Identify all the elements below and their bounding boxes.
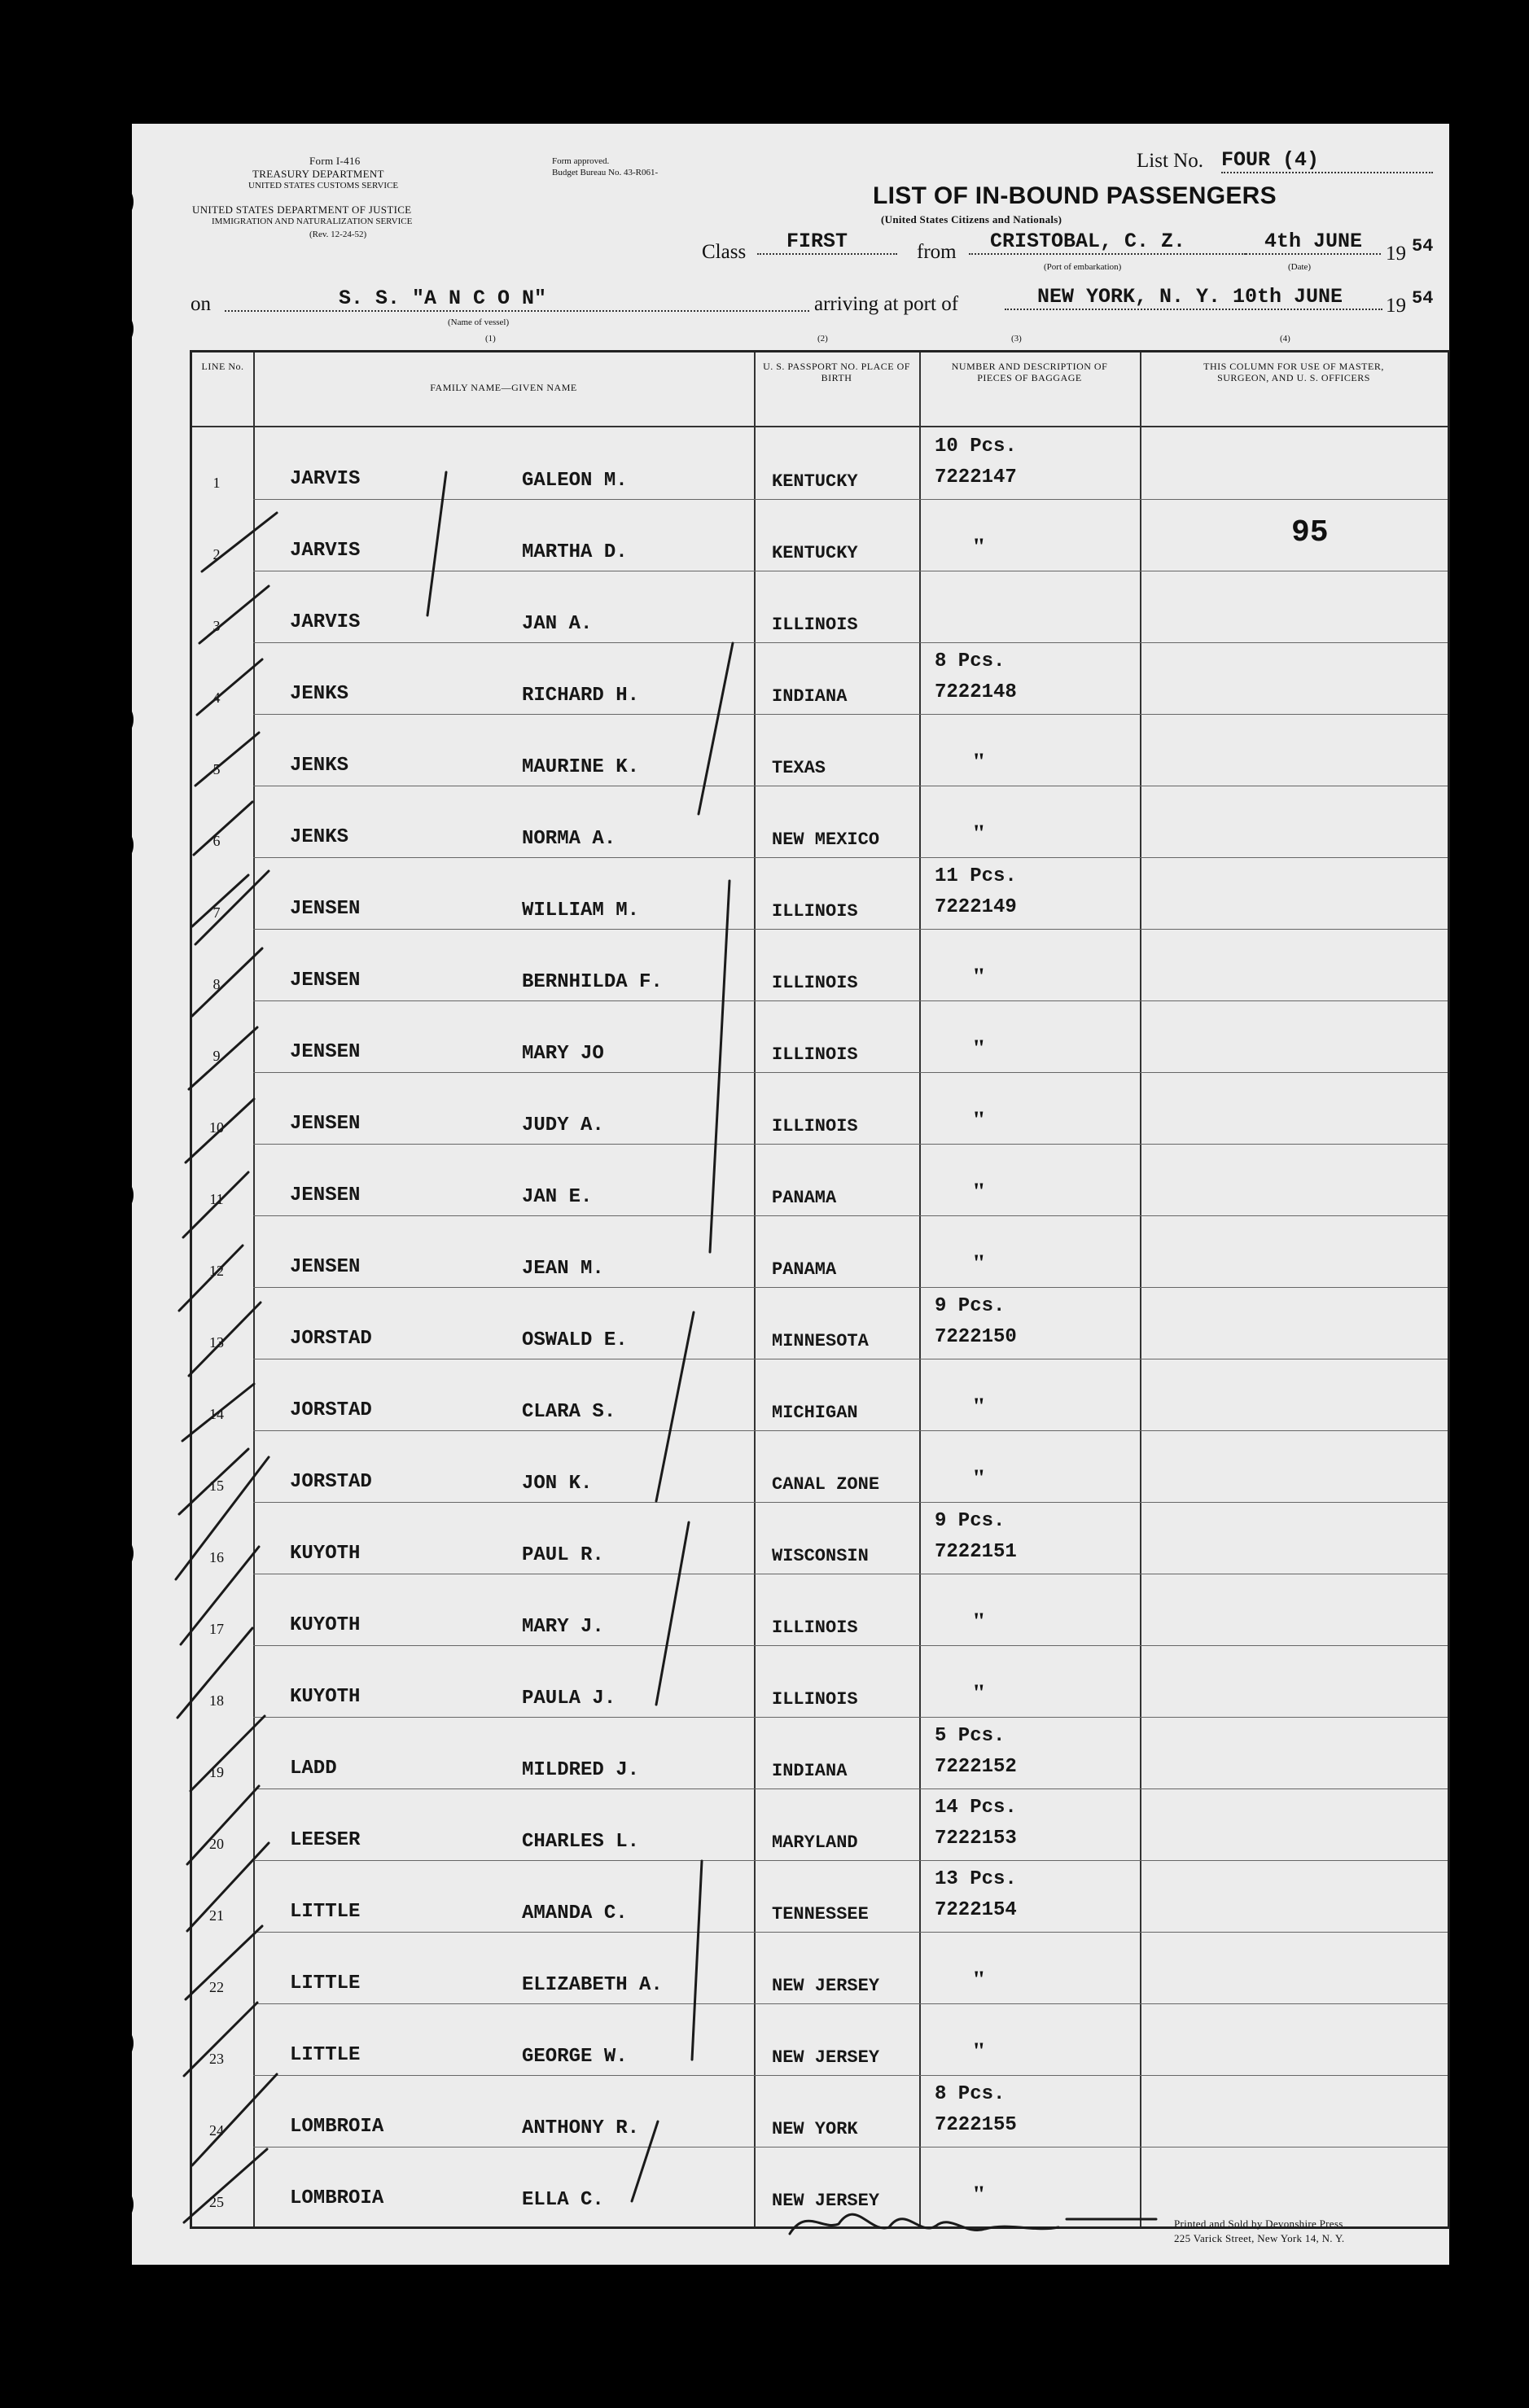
baggage-pieces: 8 Pcs. <box>935 650 1005 672</box>
line-number: 8 <box>212 976 221 992</box>
embarkation-date-value: 4th JUNE <box>1246 230 1381 255</box>
given-name: MARY J. <box>522 1616 604 1638</box>
line-number: 2 <box>212 546 221 563</box>
family-name: JARVIS <box>290 468 361 490</box>
place-of-birth: ILLINOIS <box>772 1116 858 1136</box>
line-number: 25 <box>209 2194 224 2210</box>
baggage-number: 7222155 <box>935 2114 1017 2136</box>
line-number: 18 <box>209 1692 224 1709</box>
line-number: 20 <box>209 1836 224 1852</box>
baggage-number: 7222147 <box>935 466 1017 488</box>
column-header-officers: THIS COLUMN FOR USE OF MASTER, SURGEON, AND U. S. OFFICERS <box>1203 361 1384 383</box>
line-number: 21 <box>209 1907 224 1924</box>
baggage-number: 7222152 <box>935 1756 1017 1778</box>
row-divider <box>253 1788 1448 1789</box>
printer-line-2: 225 Varick Street, New York 14, N. Y. <box>1174 2232 1345 2244</box>
given-name: RICHARD H. <box>522 685 640 707</box>
given-name: MARY JO <box>522 1043 604 1065</box>
given-name: ANTHONY R. <box>522 2117 640 2139</box>
form-id: Form I-416 <box>309 155 361 167</box>
given-name: CLARA S. <box>522 1401 616 1423</box>
family-name: LEESER <box>290 1829 361 1851</box>
column-number-1: (1) <box>485 334 496 344</box>
place-of-birth: MICHIGAN <box>772 1403 858 1423</box>
page-number: 95 <box>1291 515 1329 550</box>
vessel-caption: (Name of vessel) <box>448 317 510 327</box>
ditto-mark: " <box>972 1465 986 1491</box>
place-of-birth: ILLINOIS <box>772 1689 858 1710</box>
list-no-label: List No. <box>1137 150 1203 172</box>
line-number: 13 <box>209 1334 224 1351</box>
baggage-pieces: 13 Pcs. <box>935 1868 1017 1890</box>
arrival-year-prefix: 19 <box>1386 295 1406 317</box>
baggage-pieces: 10 Pcs. <box>935 436 1017 458</box>
row-divider <box>253 1000 1448 1001</box>
embarkation-caption: (Port of embarkation) <box>1044 262 1122 272</box>
embarkation-port-value: CRISTOBAL, C. Z. <box>969 230 1246 255</box>
row-divider <box>253 1717 1448 1718</box>
family-name: JARVIS <box>290 540 361 562</box>
line-number: 15 <box>209 1478 224 1494</box>
line-number: 10 <box>209 1119 224 1136</box>
row-divider <box>253 2075 1448 2076</box>
row-divider <box>253 2003 1448 2004</box>
family-name: KUYOTH <box>290 1614 361 1636</box>
ditto-mark: " <box>972 1608 986 1635</box>
baggage-pieces: 8 Pcs. <box>935 2083 1005 2105</box>
family-name: JORSTAD <box>290 1328 372 1350</box>
line-number: 6 <box>212 833 221 849</box>
ditto-mark: " <box>972 748 986 775</box>
given-name: JEAN M. <box>522 1258 604 1280</box>
form-title: LIST OF IN-BOUND PASSENGERS <box>873 182 1277 209</box>
line-number: 12 <box>209 1263 224 1279</box>
row-divider <box>253 714 1448 715</box>
family-name: LADD <box>290 1758 337 1780</box>
column-header-name: FAMILY NAME—GIVEN NAME <box>430 382 577 393</box>
line-number: 23 <box>209 2051 224 2067</box>
place-of-birth: INDIANA <box>772 1761 848 1781</box>
arrival-year-value: 54 <box>1412 288 1434 309</box>
column-number-2: (2) <box>817 334 828 344</box>
form-approved: Form approved. <box>552 156 610 166</box>
ditto-mark: " <box>972 1106 986 1133</box>
family-name: LITTLE <box>290 1972 361 1994</box>
date-caption: (Date) <box>1288 262 1312 272</box>
given-name: BERNHILDA F. <box>522 971 663 993</box>
year-value: 54 <box>1412 236 1434 256</box>
family-name: JENKS <box>290 683 349 705</box>
form-revision: (Rev. 12-24-52) <box>309 230 367 239</box>
place-of-birth: KENTUCKY <box>772 543 858 563</box>
line-number: 19 <box>209 1764 224 1780</box>
place-of-birth: TENNESSEE <box>772 1904 869 1924</box>
column-header-passport: U. S. PASSPORT NO. PLACE OF BIRTH <box>763 361 910 383</box>
place-of-birth: NEW JERSEY <box>772 2047 880 2068</box>
family-name: LOMBROIA <box>290 2116 384 2138</box>
passenger-table <box>190 350 1450 2229</box>
binder-hole <box>91 698 134 741</box>
family-name: JENSEN <box>290 898 361 920</box>
dept-immigration: IMMIGRATION AND NATURALIZATION SERVICE <box>212 217 413 226</box>
given-name: ELLA C. <box>522 2189 604 2211</box>
ditto-mark: " <box>972 1250 986 1276</box>
given-name: MARTHA D. <box>522 541 628 563</box>
place-of-birth: ILLINOIS <box>772 901 858 922</box>
place-of-birth: WISCONSIN <box>772 1546 869 1566</box>
line-number: 4 <box>212 690 221 706</box>
class-value: FIRST <box>757 230 897 255</box>
family-name: JENSEN <box>290 970 361 992</box>
line-number: 7 <box>212 904 221 921</box>
baggage-number: 7222151 <box>935 1541 1017 1563</box>
given-name: OSWALD E. <box>522 1329 628 1351</box>
given-name: PAUL R. <box>522 1544 604 1566</box>
family-name: JORSTAD <box>290 1471 372 1493</box>
given-name: AMANDA C. <box>522 1902 628 1924</box>
ditto-mark: " <box>972 1393 986 1420</box>
family-name: JARVIS <box>290 611 361 633</box>
list-no-value: FOUR (4) <box>1221 148 1433 173</box>
line-number: 14 <box>209 1406 224 1422</box>
ditto-mark: " <box>972 1035 986 1062</box>
family-name: JENKS <box>290 826 349 848</box>
place-of-birth: PANAMA <box>772 1188 837 1208</box>
row-divider <box>253 499 1448 500</box>
given-name: MAURINE K. <box>522 756 640 778</box>
place-of-birth: PANAMA <box>772 1259 837 1280</box>
row-divider <box>253 1645 1448 1646</box>
on-label: on <box>191 293 211 315</box>
vessel-name-value: S. S. "A N C O N" <box>225 287 809 312</box>
ditto-mark: " <box>972 2181 986 2208</box>
family-name: KUYOTH <box>290 1686 361 1708</box>
given-name: WILLIAM M. <box>522 900 640 922</box>
baggage-pieces: 9 Pcs. <box>935 1510 1005 1532</box>
baggage-number: 7222154 <box>935 1899 1017 1921</box>
signature <box>871 2222 876 2223</box>
row-divider <box>253 1430 1448 1431</box>
binder-hole <box>91 824 134 866</box>
place-of-birth: ILLINOIS <box>772 1618 858 1638</box>
given-name: GEORGE W. <box>522 2046 628 2068</box>
given-name: ELIZABETH A. <box>522 1974 663 1996</box>
ditto-mark: " <box>972 2038 986 2064</box>
family-name: JENSEN <box>290 1256 361 1278</box>
binder-hole <box>91 1532 134 1574</box>
family-name: LITTLE <box>290 2044 361 2066</box>
given-name: JON K. <box>522 1473 593 1495</box>
place-of-birth: NEW JERSEY <box>772 1976 880 1996</box>
form-subtitle: (United States Citizens and Nationals) <box>881 213 1062 225</box>
baggage-pieces: 11 Pcs. <box>935 865 1017 887</box>
baggage-number: 7222150 <box>935 1326 1017 1348</box>
family-name: JENSEN <box>290 1041 361 1063</box>
row-divider <box>253 1287 1448 1288</box>
row-divider <box>253 1144 1448 1145</box>
binder-hole <box>91 2022 134 2064</box>
column-number-4: (4) <box>1280 334 1290 344</box>
place-of-birth: NEW JERSEY <box>772 2191 880 2211</box>
place-of-birth: ILLINOIS <box>772 1044 858 1065</box>
baggage-pieces: 9 Pcs. <box>935 1295 1005 1317</box>
baggage-number: 7222149 <box>935 896 1017 918</box>
place-of-birth: MARYLAND <box>772 1832 858 1853</box>
row-divider <box>253 1215 1448 1216</box>
binder-hole <box>91 181 134 223</box>
place-of-birth: CANAL ZONE <box>772 1474 880 1495</box>
arriving-label: arriving at port of <box>814 293 959 315</box>
column-header-baggage: NUMBER AND DESCRIPTION OF PIECES OF BAGGAGE <box>951 361 1108 383</box>
ditto-mark: " <box>972 1679 986 1706</box>
given-name: CHARLES L. <box>522 1831 640 1853</box>
ditto-mark: " <box>972 1178 986 1205</box>
family-name: JENSEN <box>290 1184 361 1206</box>
place-of-birth: ILLINOIS <box>772 973 858 993</box>
given-name: NORMA A. <box>522 828 616 850</box>
baggage-number: 7222153 <box>935 1828 1017 1850</box>
line-number: 17 <box>209 1621 224 1637</box>
place-of-birth: TEXAS <box>772 758 826 778</box>
place-of-birth: NEW YORK <box>772 2119 858 2139</box>
ditto-mark: " <box>972 820 986 847</box>
ditto-mark: " <box>972 1966 986 1993</box>
ditto-mark: " <box>972 963 986 990</box>
family-name: JENSEN <box>290 1113 361 1135</box>
line-number: 1 <box>212 475 221 491</box>
given-name: JAN A. <box>522 613 593 635</box>
line-number: 3 <box>212 618 221 634</box>
budget-bureau: Budget Bureau No. 43-R061- <box>552 168 659 177</box>
place-of-birth: NEW MEXICO <box>772 830 880 850</box>
family-name: LITTLE <box>290 1901 361 1923</box>
row-divider <box>253 642 1448 643</box>
from-label: from <box>917 241 957 263</box>
ditto-mark: " <box>972 533 986 560</box>
family-name: JORSTAD <box>290 1399 372 1421</box>
row-divider <box>253 1932 1448 1933</box>
given-name: PAULA J. <box>522 1688 616 1710</box>
row-divider <box>253 929 1448 930</box>
line-number: 9 <box>212 1048 221 1064</box>
given-name: GALEON M. <box>522 470 628 492</box>
family-name: KUYOTH <box>290 1543 361 1565</box>
printer-line-1: Printed and Sold by Devonshire Press <box>1174 2218 1343 2230</box>
class-label: Class <box>702 241 747 263</box>
arrival-port-value: NEW YORK, N. Y. 10th JUNE <box>1005 285 1382 310</box>
row-divider <box>253 857 1448 858</box>
given-name: JUDY A. <box>522 1114 604 1136</box>
column-header-line-no: LINE No. <box>201 361 244 372</box>
place-of-birth: MINNESOTA <box>772 1331 869 1351</box>
line-number: 16 <box>209 1549 224 1565</box>
line-number: 5 <box>212 761 221 777</box>
row-divider <box>253 1502 1448 1503</box>
dept-justice: UNITED STATES DEPARTMENT OF JUSTICE <box>192 204 412 216</box>
baggage-pieces: 5 Pcs. <box>935 1725 1005 1747</box>
family-name: JENKS <box>290 755 349 777</box>
place-of-birth: ILLINOIS <box>772 615 858 635</box>
given-name: JAN E. <box>522 1186 593 1208</box>
place-of-birth: KENTUCKY <box>772 471 858 492</box>
column-number-3: (3) <box>1011 334 1022 344</box>
year-prefix: 19 <box>1386 243 1406 265</box>
dept-treasury: TREASURY DEPARTMENT <box>252 168 384 180</box>
binder-hole <box>91 1174 134 1216</box>
place-of-birth: INDIANA <box>772 686 848 707</box>
baggage-pieces: 14 Pcs. <box>935 1797 1017 1819</box>
given-name: MILDRED J. <box>522 1759 640 1781</box>
line-number: 11 <box>209 1191 224 1207</box>
family-name: LOMBROIA <box>290 2187 384 2209</box>
row-divider <box>253 1072 1448 1073</box>
binder-hole <box>91 308 134 350</box>
baggage-number: 7222148 <box>935 681 1017 703</box>
line-number: 24 <box>209 2122 224 2139</box>
line-number: 22 <box>209 1979 224 1995</box>
dept-customs: UNITED STATES CUSTOMS SERVICE <box>248 181 399 190</box>
row-divider <box>253 1860 1448 1861</box>
binder-hole <box>91 2183 134 2226</box>
